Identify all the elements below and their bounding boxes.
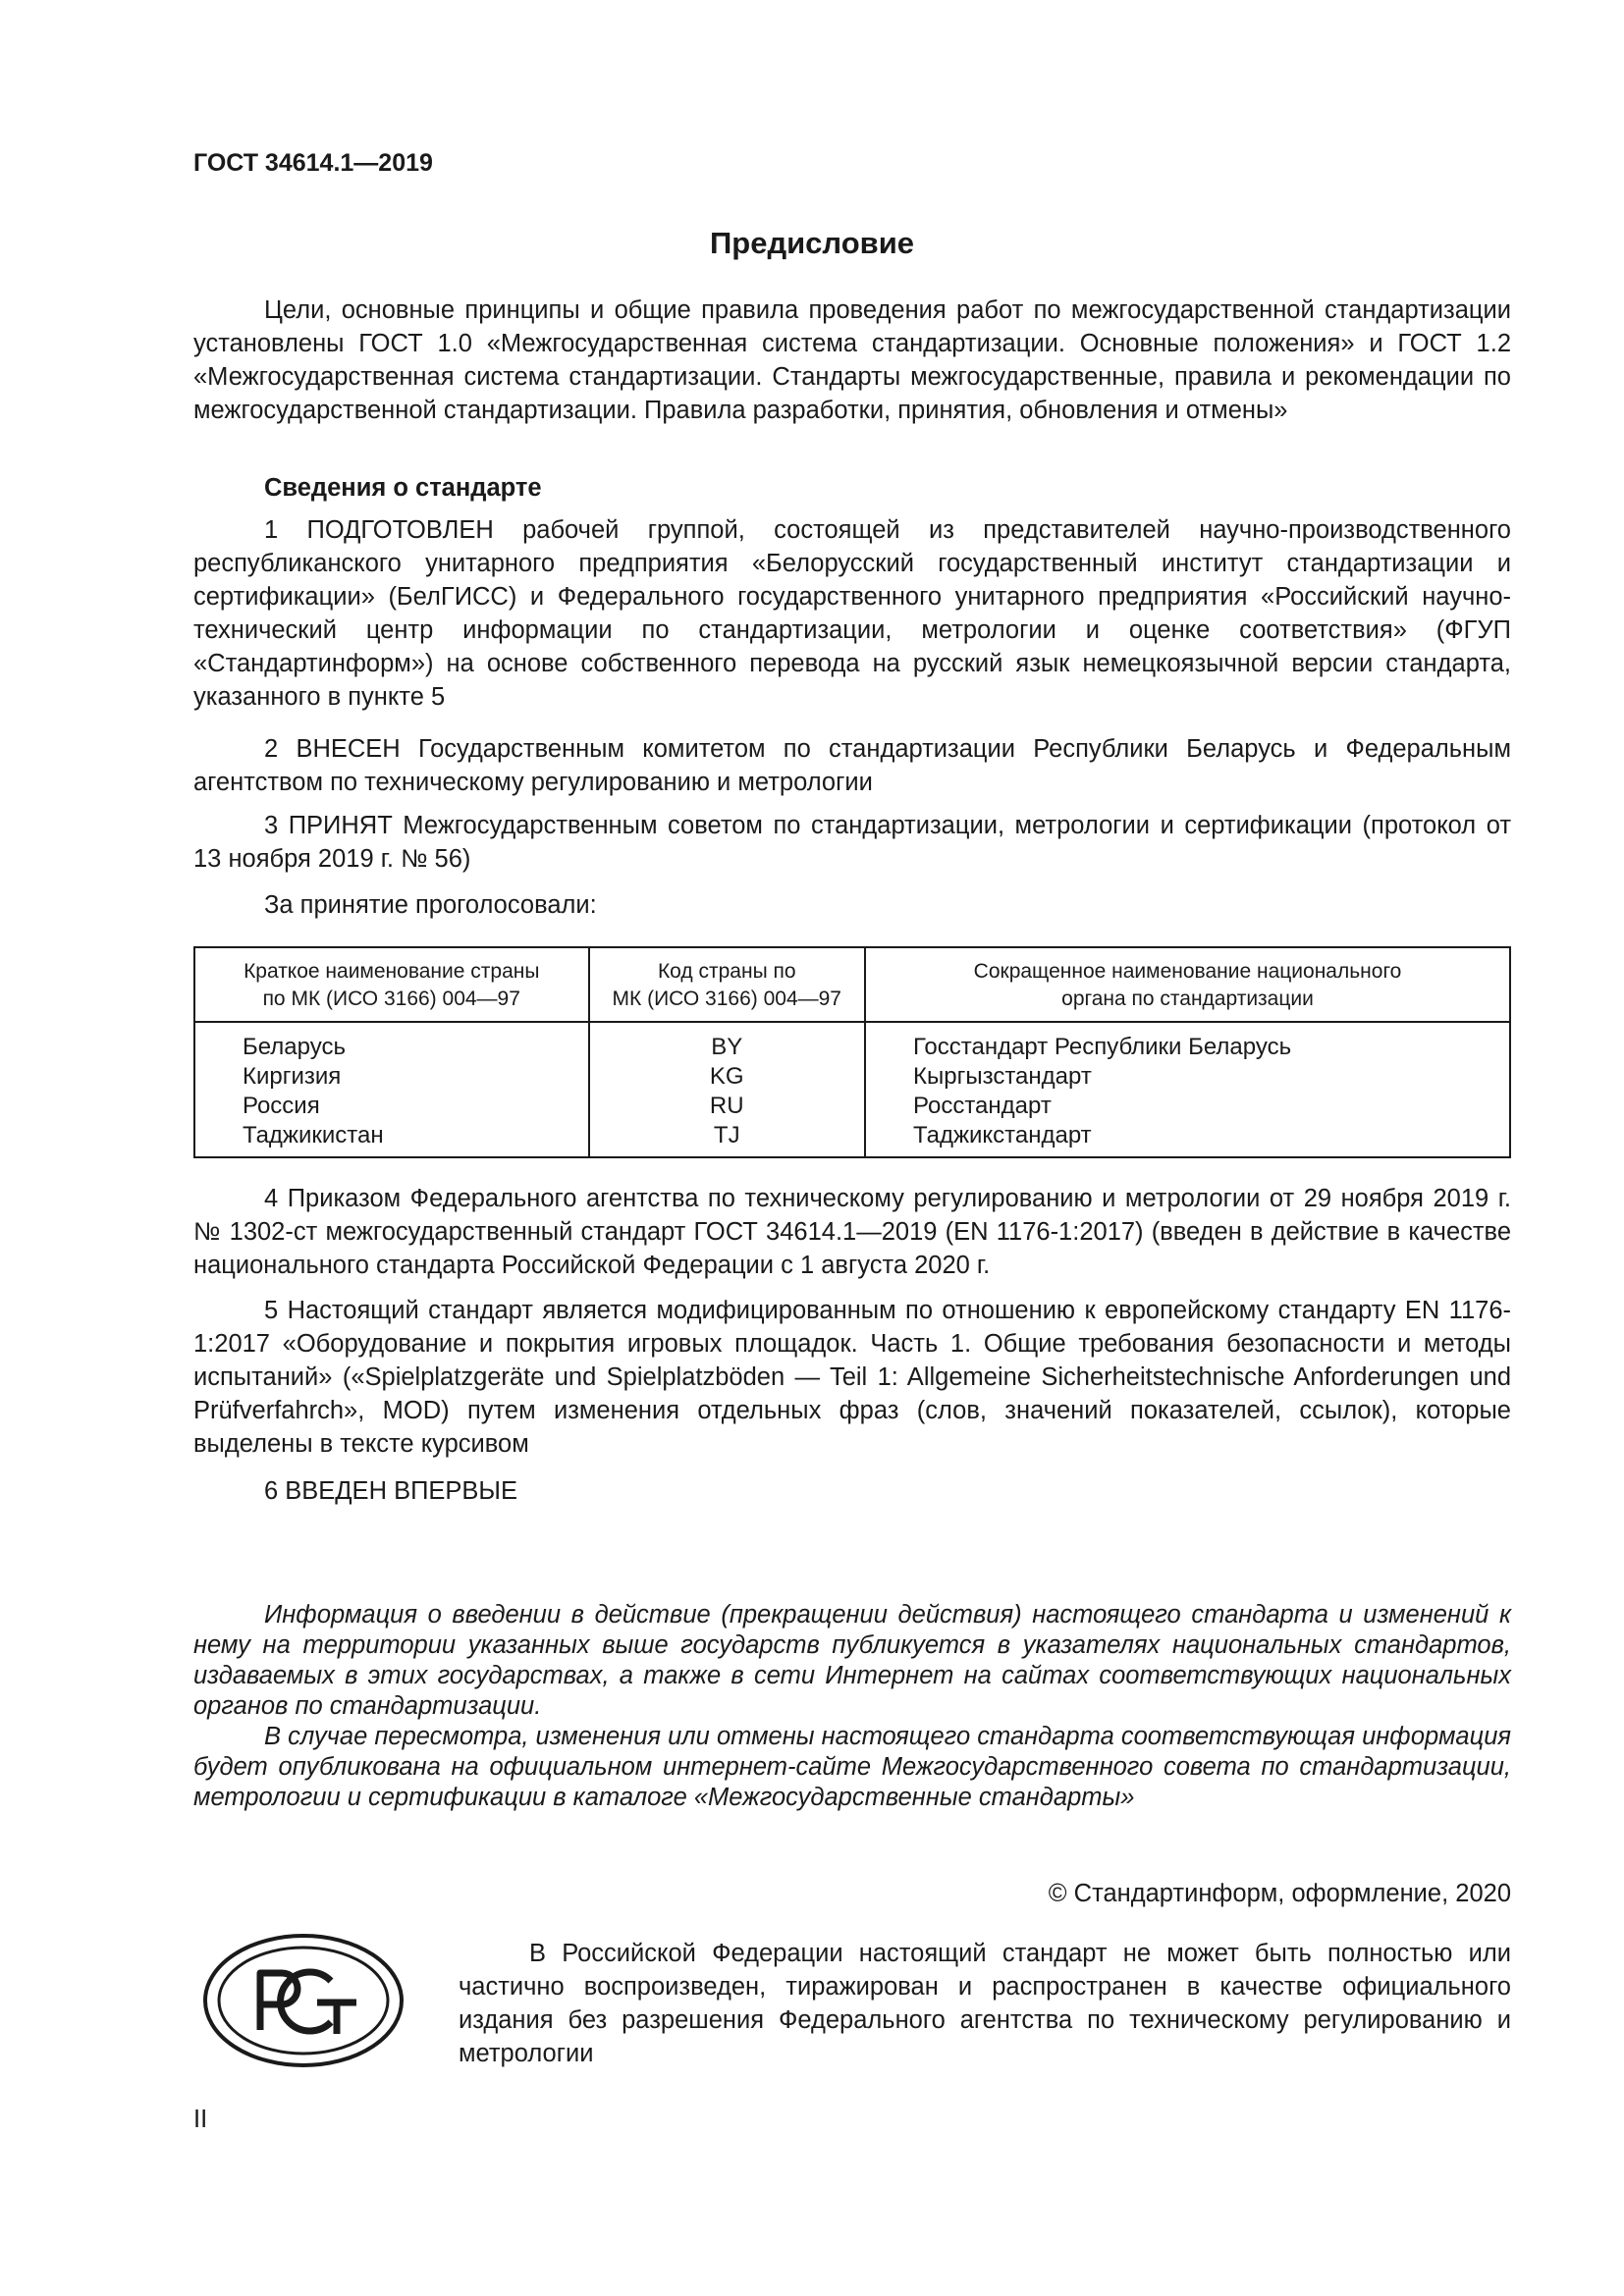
header-body [865,947,1510,1022]
copyright-notice-text: В Российской Федерации настоящий стандарт не может быть полностью или частично воспроизведен, тиражирован и распространен в качестве официального издания без разрешения Федерального агентства по техническому регулированию и метрологии [459,1940,1511,2067]
item-5-text: 5 Настоящий стандарт является модифицированным по отношению к европейскому стандарту EN 1176-1:2017 «Оборудование и покрытия игровых площадок. Часть 1. Общие требования безопасности и методы испытаний» («Spielplatzgeräte und Spielplatzböden — Teil 1: Allgemeine Sicherheitstechnische Anforderungen und Prüfverfahrch», MOD) путем изменения отдельных фраз (слов, значений показателей, ссылок), которые выделены в тексте курсивом [193,1297,1511,1458]
item-2 [193,732,1511,799]
rst-certification-mark-icon [201,1932,406,2069]
header-code-line2: МК (ИСО 3166) 004—97 [612,988,841,1010]
table-row [194,1092,1510,1121]
country-cell: Киргизия [194,1062,589,1092]
body-cell: Госстандарт Республики Беларусь [865,1022,1510,1062]
section-heading: Сведения о стандарте [264,474,542,502]
standard-code: ГОСТ 34614.1—2019 [193,149,433,177]
page-title: Предисловие [709,226,914,260]
header-code [589,947,866,1022]
item-1-text: 1 ПОДГОТОВЛЕН рабочей группой, состоящей из представителей научно-производственного республиканского унитарного предприятия «Белорусский государственный институт стандартизации и сертификации» (БелГИСС) и Федерального государственного унитарного предприятия «Российский научно-технический центр информации по стандартизации, метрологии и оценке соответствия» (ФГУП «Стандартинформ») на основе собственного перевода на русский язык немецкоязычной версии стандарта, указанного в пункте 5 [193,516,1511,711]
header-country [194,947,589,1022]
vote-table [193,946,1511,1158]
item-4 [193,1182,1511,1282]
body-cell: Таджикстандарт [865,1121,1510,1157]
table-row [194,1022,1510,1062]
item-6 [193,1474,1511,1508]
info-note-2-text: В случае пересмотра, изменения или отмены настоящего стандарта соответствующая информация будет опубликована на официальном интернет-сайте Межгосударственного совета по стандартизации, метрологии и сертификации в каталоге «Межгосударственные стандарты» [193,1723,1511,1811]
table-row [194,1121,1510,1157]
item-3 [193,809,1511,876]
country-cell: Россия [194,1092,589,1121]
body-cell: Росстандарт [865,1092,1510,1121]
info-note-1-text: Информация о введении в действие (прекращении действия) настоящего стандарта и изменений к нему на территории указанных выше государств публикуется в указателях национальных стандартов, издаваемых в этих государствах, а также в сети Интернет на сайтах соответствующих национальных органов по стандартизации. [193,1601,1511,1720]
header-body-line2: органа по стандартизации [1061,988,1314,1010]
header-code-line1: Код страны по [657,960,796,983]
page-number: II [193,2106,208,2133]
item-5 [193,1294,1511,1461]
intro-text: Цели, основные принципы и общие правила проведения работ по межгосударственной стандартизации установлены ГОСТ 1.0 «Межгосударственная система стандартизации. Основные положения» и ГОСТ 1.2 «Межгосударственная система стандартизации. Стандарты межгосударственные, правила и рекомендации по межгосударственной стандартизации. Правила разработки, принятия, обновления и отмены» [193,296,1511,424]
code-cell: RU [589,1092,866,1121]
item-1 [193,513,1511,714]
item-4-text: 4 Приказом Федерального агентства по техническому регулированию и метрологии от 29 ноября 2019 г. № 1302-ст межгосударственный стандарт ГОСТ 34614.1—2019 (EN 1176-1:2017) (введен в действие в качестве национального стандарта Российской Федерации с 1 августа 2020 г. [193,1185,1511,1279]
code-cell: TJ [589,1121,866,1157]
country-cell: Беларусь [194,1022,589,1062]
body-cell: Кыргызстандарт [865,1062,1510,1092]
intro-paragraph [193,294,1511,427]
code-cell: BY [589,1022,866,1062]
table-row [194,1062,1510,1092]
header-body-line1: Сокращенное наименование национального [973,960,1402,983]
country-cell: Таджикистан [194,1121,589,1157]
item-2-text: 2 ВНЕСЕН Государственным комитетом по стандартизации Республики Беларусь и Федеральным агентством по техническому регулированию и метрологии [193,735,1511,796]
copyright: © Стандартинформ, оформление, 2020 [1048,1880,1511,1907]
item-3-text: 3 ПРИНЯТ Межгосударственным советом по стандартизации, метрологии и сертификации (протокол от 13 ноября 2019 г. № 56) [193,812,1511,873]
item-6-text: 6 ВВЕДЕН ВПЕРВЫЕ [264,1477,518,1505]
info-note-1 [193,1600,1511,1722]
header-country-line2: по МК (ИСО 3166) 004—97 [262,988,520,1010]
copyright-notice [459,1937,1511,2070]
vote-label: За принятие проголосовали: [264,891,597,919]
info-note-2 [193,1722,1511,1813]
code-cell: KG [589,1062,866,1092]
header-country-line1: Краткое наименование страны [244,960,540,983]
vote-table-header [194,947,1510,1022]
